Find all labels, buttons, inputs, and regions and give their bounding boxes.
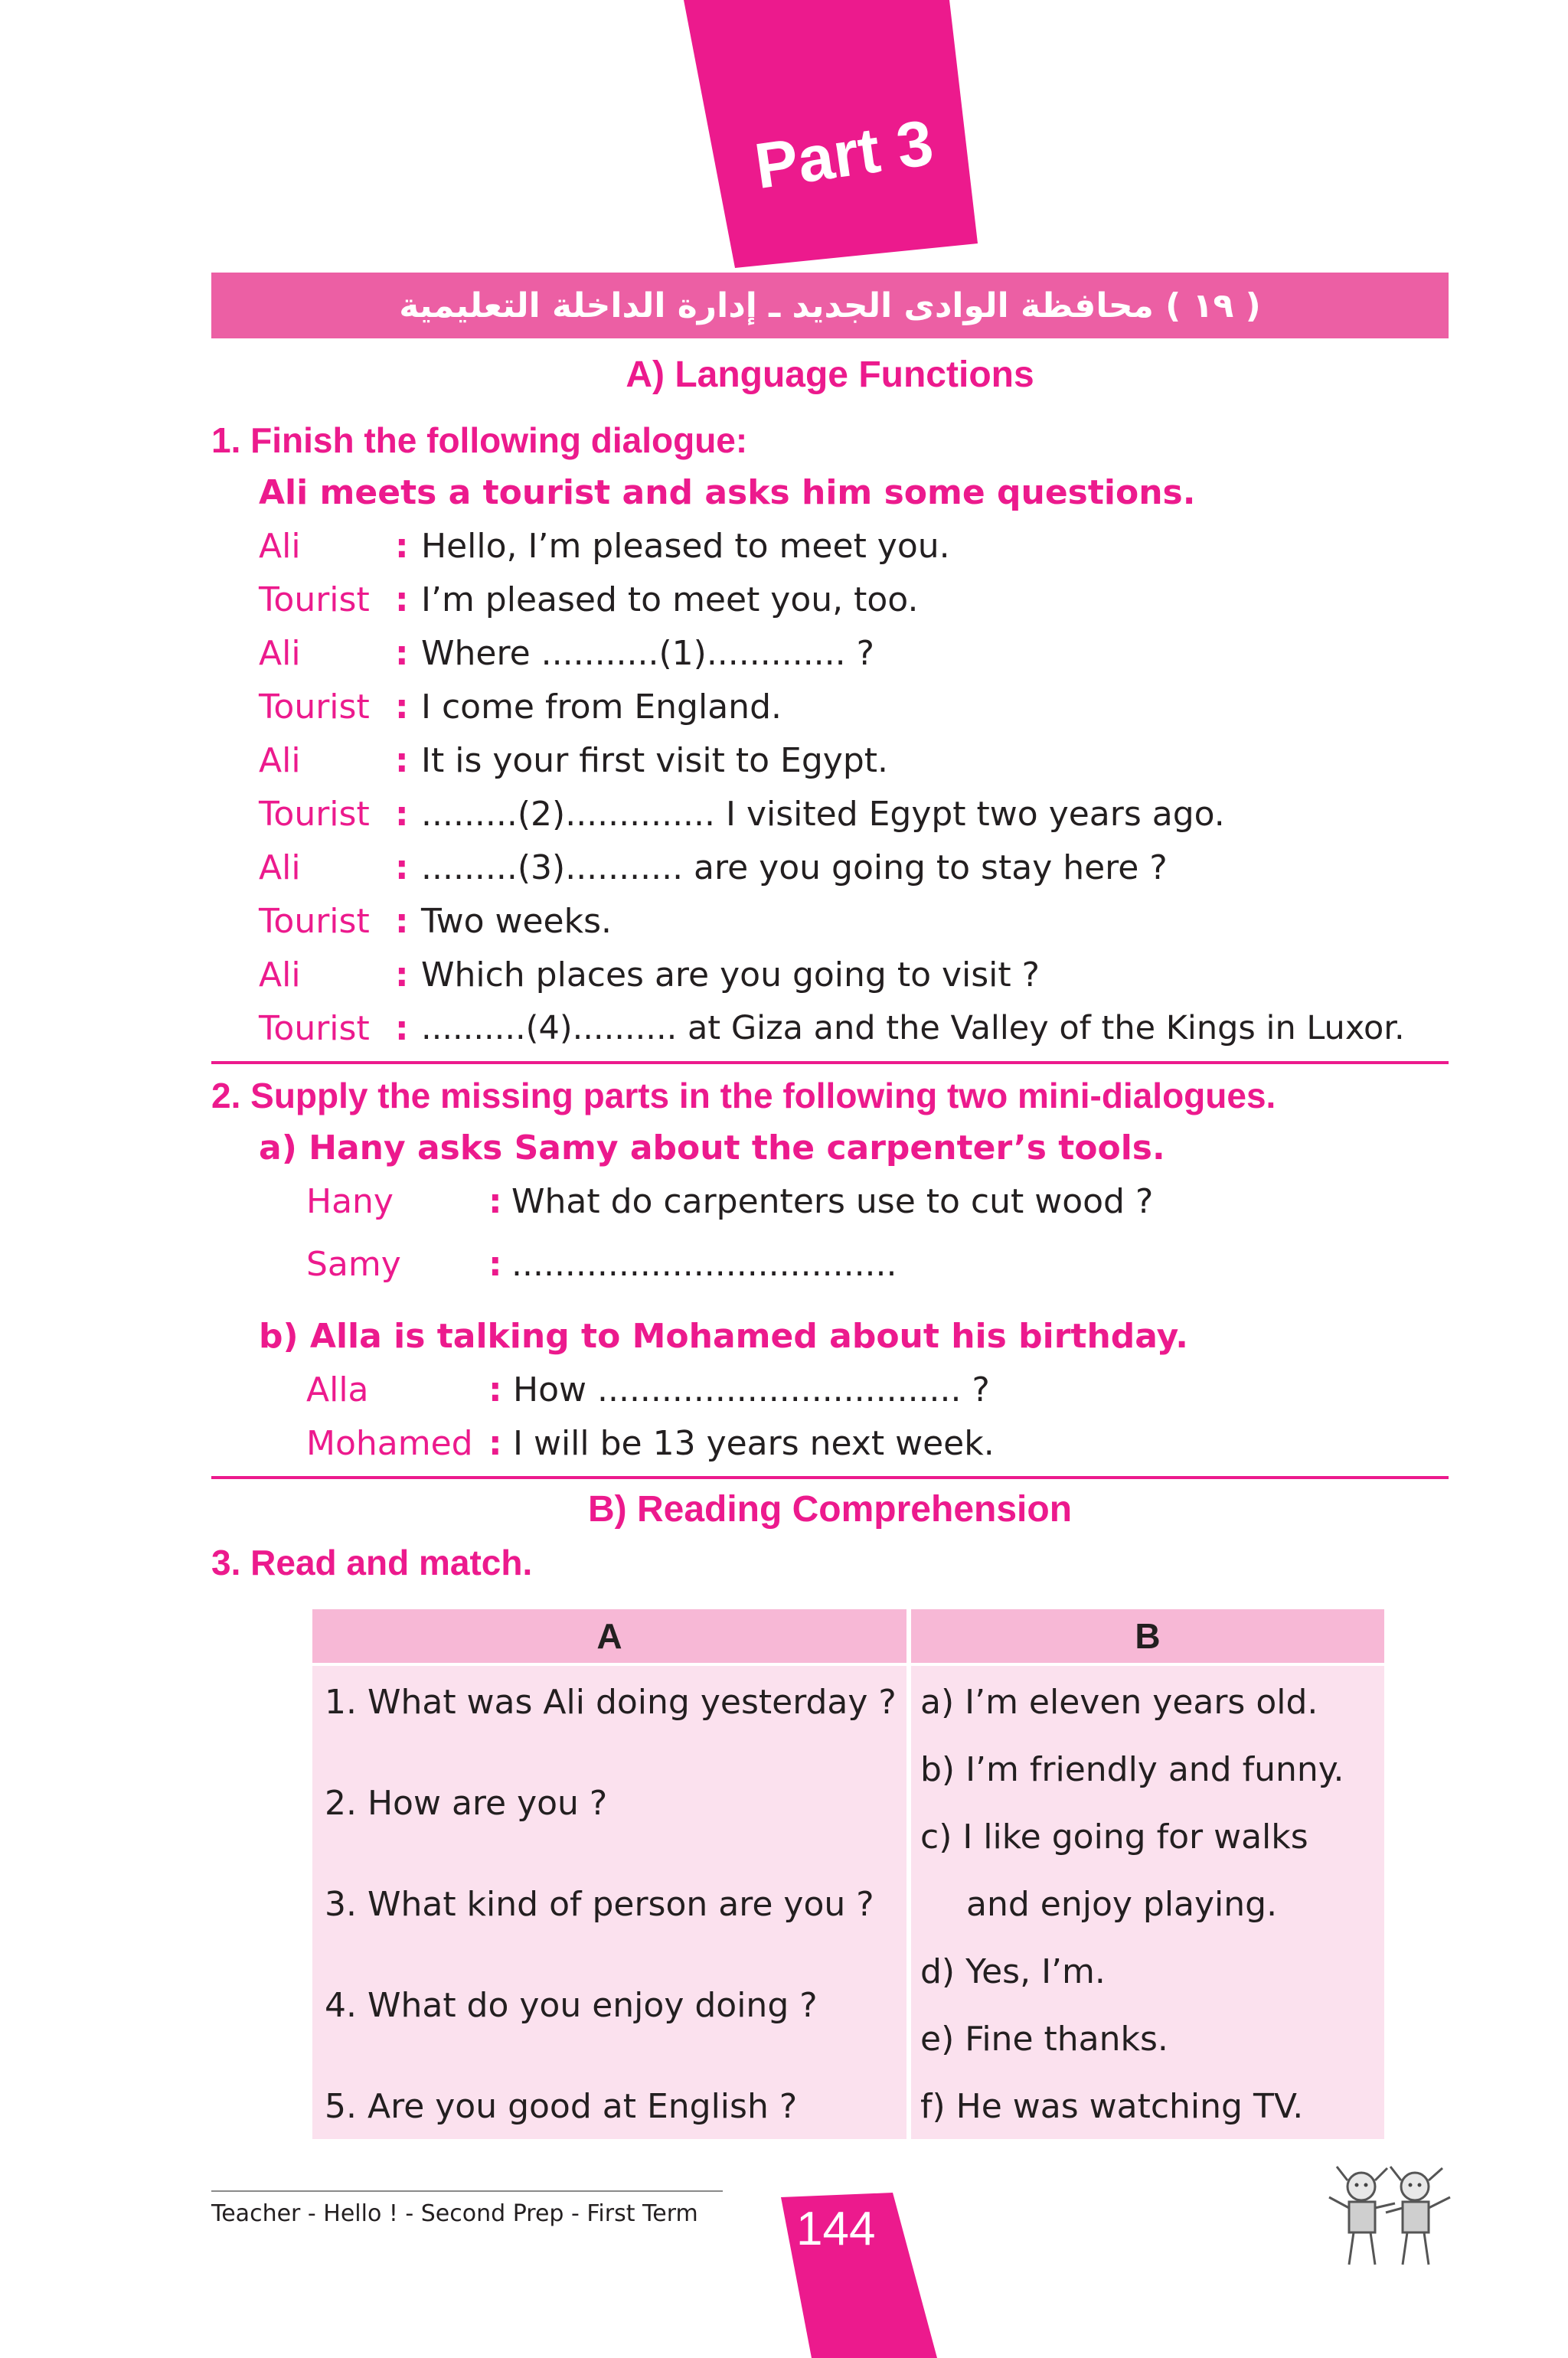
footer-text: Teacher - Hello ! - Second Prep - First Term — [211, 2200, 698, 2227]
section-b-title: B) Reading Comprehension — [587, 1489, 1073, 1530]
page-number: 144 — [796, 2203, 876, 2255]
answer-item: b) I’m friendly and funny. — [920, 1750, 1344, 1789]
speaker-label: Mohamed — [306, 1424, 473, 1463]
header-text: ( ١٩ ) محافظة الوادى الجديد ـ إدارة الداخلة التعليمية — [399, 286, 1261, 325]
line-text: .........(2).............. I visited Egypt two years ago. — [421, 795, 1225, 834]
colon: : — [488, 1245, 502, 1284]
q2a-title: a) Hany asks Samy about the carpenter’s tools. — [259, 1128, 1165, 1168]
speaker-label: Tourist — [259, 1009, 370, 1048]
colon: : — [488, 1182, 502, 1221]
line-text: I’m pleased to meet you, too. — [421, 580, 919, 619]
colon: : — [395, 527, 409, 566]
answer-item: c) I like going for walks — [920, 1817, 1308, 1857]
question-item: 5. Are you good at English ? — [325, 2087, 798, 2126]
question-item: 3. What kind of person are you ? — [325, 1885, 874, 1924]
answer-item: e) Fine thanks. — [920, 2020, 1168, 2059]
speaker-label: Samy — [306, 1245, 401, 1284]
speaker-label: Alla — [306, 1370, 369, 1409]
colon: : — [395, 687, 409, 727]
match-table — [312, 1609, 1384, 2139]
colon: : — [395, 848, 409, 887]
q2b-title: b) Alla is talking to Mohamed about his birthday. — [259, 1317, 1188, 1356]
speaker-label: Tourist — [259, 902, 370, 941]
answer-item: a) I’m eleven years old. — [920, 1683, 1318, 1722]
speaker-label: Ali — [259, 955, 301, 994]
kids-mascot-icon — [1321, 2157, 1456, 2272]
divider — [211, 1476, 1449, 1479]
speaker-label: Tourist — [259, 580, 370, 619]
section-a-title: A) Language Functions — [626, 354, 1034, 395]
line-text: .................................... — [511, 1245, 897, 1284]
answer-item: and enjoy playing. — [966, 1885, 1278, 1924]
line-text: Hello, I’m pleased to meet you. — [421, 527, 950, 566]
q1-intro: Ali meets a tourist and asks him some questions. — [259, 473, 1196, 512]
speaker-label: Ali — [259, 848, 301, 887]
line-text: Which places are you going to visit ? — [421, 955, 1040, 994]
header-bar — [211, 273, 1449, 338]
colon: : — [395, 1009, 409, 1048]
q3-title: 3. Read and match. — [211, 1543, 533, 1582]
page-number-shape — [766, 2167, 949, 2358]
q1-title: 1. Finish the following dialogue: — [211, 420, 748, 460]
colon: : — [395, 741, 409, 780]
question-item: 1. What was Ali doing yesterday ? — [325, 1683, 897, 1722]
line-text: I come from England. — [421, 687, 782, 727]
speaker-label: Tourist — [259, 687, 370, 727]
line-text: Where ...........(1)............. ? — [421, 634, 874, 673]
line-text: How .................................. ? — [513, 1370, 990, 1409]
speaker-label: Tourist — [259, 795, 370, 834]
colon: : — [395, 902, 409, 941]
speaker-label: Ali — [259, 741, 301, 780]
question-item: 2. How are you ? — [325, 1784, 608, 1823]
q2-title: 2. Supply the missing parts in the following two mini-dialogues. — [211, 1076, 1276, 1115]
column-a-body — [312, 1666, 906, 2139]
footer-line — [211, 2190, 723, 2192]
question-item: 4. What do you enjoy doing ? — [325, 1986, 818, 2025]
line-text: ..........(4).......... at Giza and the Valley of the Kings in Luxor. — [421, 1009, 1405, 1047]
speaker-label: Ali — [259, 634, 301, 673]
part-title: Part 3 — [750, 106, 938, 203]
answer-item: d) Yes, I’m. — [920, 1952, 1106, 1991]
line-text: I will be 13 years next week. — [513, 1424, 995, 1463]
column-a-header: A — [312, 1609, 906, 1663]
colon: : — [395, 580, 409, 619]
colon: : — [488, 1370, 502, 1409]
colon: : — [395, 955, 409, 994]
colon: : — [395, 795, 409, 834]
line-text: It is your first visit to Egypt. — [421, 741, 888, 780]
divider — [211, 1061, 1449, 1064]
colon: : — [395, 634, 409, 673]
speaker-label: Hany — [306, 1182, 394, 1221]
column-b-body — [911, 1666, 1384, 2139]
line-text: Two weeks. — [421, 902, 612, 941]
line-text: What do carpenters use to cut wood ? — [511, 1182, 1154, 1221]
line-text: .........(3)........... are you going to stay here ? — [421, 848, 1168, 887]
answer-item: f) He was watching TV. — [920, 2087, 1304, 2126]
colon: : — [488, 1424, 502, 1463]
speaker-label: Ali — [259, 527, 301, 566]
column-b-header: B — [911, 1609, 1384, 1663]
